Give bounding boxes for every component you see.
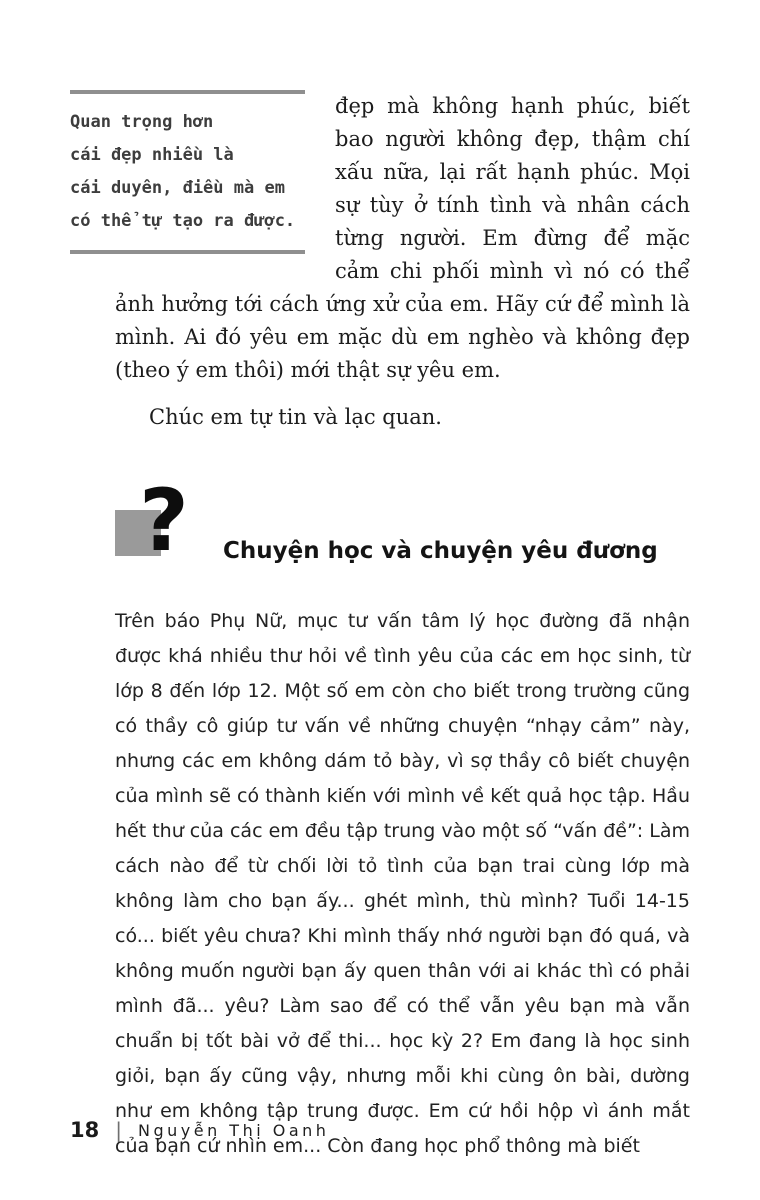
- question-mark-icon: [115, 471, 197, 572]
- author-name: Nguyễn Thị Oanh: [137, 1120, 330, 1140]
- pull-quote-line: Quan trọng hơn: [70, 112, 214, 132]
- section-header: [115, 471, 690, 572]
- footer-separator: |: [115, 1118, 122, 1142]
- section-body-paragraph: Trên báo Phụ Nữ, mục tư vấn tâm lý học đường đã nhận được khá nhiều thư hỏi về tình yêu của các em học sinh, từ lớp 8 đến lớp 12. Một số em còn cho biết trong trường cũng có thầy cô giúp tư vấn về những chuyện “nhạy cảm” này, nhưng các em không dám tỏ bày, vì sợ thầy cô biết chuyện của mình sẽ có thành kiến với mình về kết quả học tập. Hầu hết thư của các em đều tập trung vào một số “vấn đề”: Làm cách nào để từ chối lời tỏ tình của bạn trai cùng lớp mà không làm cho bạn ấy... ghét mình, thù mình? Tuổi 14-15 có... biết yêu chưa? Khi mình thấy nhớ người bạn đó quá, và không muốn người bạn ấy quen thân với ai khác thì có phải mình đã... yêu? Làm sao để có thể vẫn yêu bạn mà vẫn chuẩn bị tốt bài vở để thi... học kỳ 2? Em đang là học sinh giỏi, bạn ấy cũng vậy, nhưng mỗi khi cùng ôn bài, dường như em không tập trung được. Em cứ hồi hộp vì ánh mắt của bạn cứ nhìn em... Còn đang học phổ thông mà biết: [115, 610, 690, 1157]
- body-paragraph-continued: đẹp mà không hạnh phúc, biết bao người không đẹp, thậm chí xấu nữa, lại rất hạnh phúc. Mọi sự tùy ở tính tình và nhân cách từng người. Em đừng để mặc cảm chi phối mình vì nó có thể ảnh hưởng tới cách ứng xử của em. Hãy cứ để mình là mình. Ai đó yêu em mặc dù em nghèo và không đẹp (theo ý em thôi) mới thật sự yêu em.: [115, 94, 690, 382]
- section-title: Chuyện học và chuyện yêu đương: [223, 538, 658, 564]
- pull-quote-line: có thể tự tạo ra được.: [70, 211, 296, 231]
- pull-quote-line: cái đẹp nhiều là: [70, 145, 234, 165]
- question-mark-glyph: ?: [139, 471, 189, 571]
- page-footer: [70, 1118, 329, 1142]
- pull-quote-line: cái duyên, điều mà em: [70, 178, 285, 198]
- closing-paragraph: Chúc em tự tin và lạc quan.: [149, 405, 442, 429]
- page-number: 18: [70, 1118, 100, 1142]
- pull-quote: [70, 90, 305, 254]
- main-content: [70, 0, 690, 1164]
